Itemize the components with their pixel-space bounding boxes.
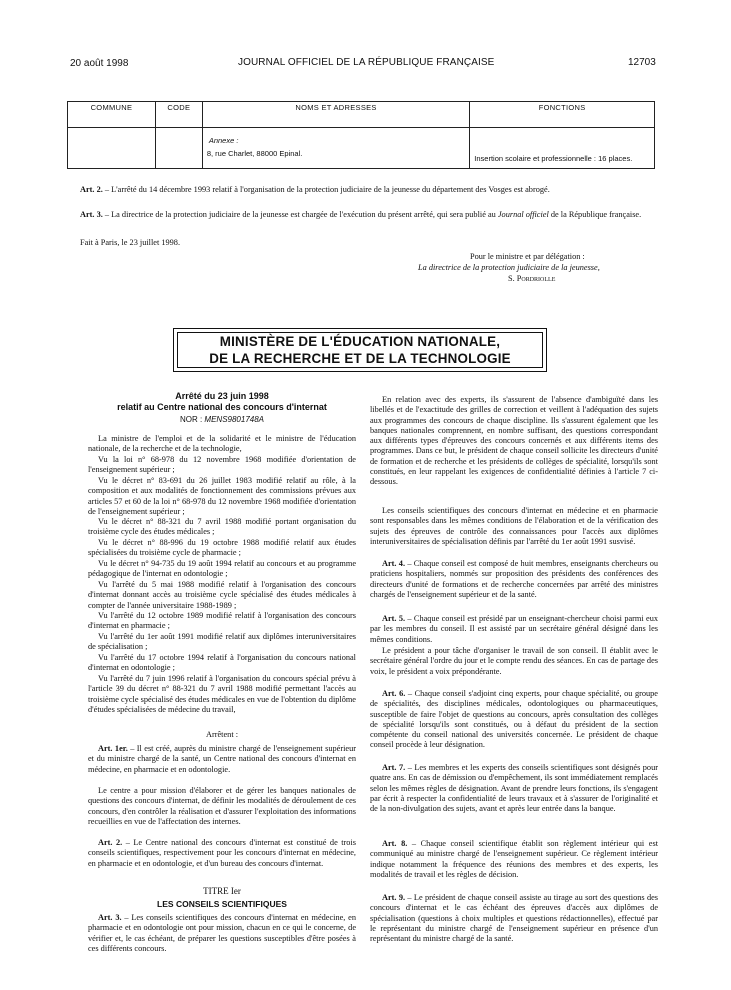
vu-6: Vu l'arrêté du 5 mai 1988 modifié relatif à l'organisation des concours d'internat donnant accès au troisième cycle spécialisé des études médicales à compter de l'année universitaire 1988-1989 ; — [88, 580, 356, 610]
column-header-commune: COMMUNE — [68, 102, 156, 128]
art-text: – La directrice de la protection judiciaire de la jeunesse est chargée de l'exécution du présent arrêté, qui sera publié au — [102, 210, 498, 219]
vu-2: Vu le décret n° 83-691 du 26 juillet 1983 modifié relatif au rôle, à la composition et aux modalités de fonctionnement des commissions prévues aux articles 57 et 60 de la loi n° 68-978 du 12 novembre 1968 modifiée d'orientation de l'enseignement supérieur ; — [88, 476, 356, 516]
art-label: Art. 2. — [80, 185, 103, 194]
ministry-heading — [177, 332, 543, 368]
art-text: de la République française. — [548, 210, 642, 219]
art-text: – Le Centre national des concours d'internat est constitué de trois conseils scientifiques, respectivement pour les concours d'internat en médecine, en pharmacie et en odontologie, et d'un bureau des concours d'internat. — [88, 838, 356, 868]
top-article-2 — [66, 185, 656, 195]
art-text: – Le président de chaque conseil assiste au tirage au sort des questions des concours d'internat et le cas échéant des épreuves d'accès aux diplômes de spécialisation (questions à choix multiples et questions rédactionnelles), effectué par le représentant du ministre chargé de l'enseignement supérieur en présence d'un représentant du ministre chargé de la santé. — [370, 893, 659, 944]
header-date: 20 août 1998 — [70, 58, 129, 69]
annex-address: 8, rue Charlet, 88000 Epinal. — [206, 149, 303, 158]
nor-code: MENS9801748A — [204, 415, 265, 424]
article-1-p2: Le centre a pour mission d'élaborer et de gérer les banques nationales de questions des concours d'internat, de définir les modalités de déroulement de ces concours, d'en contrôler la réalisation et d'assurer l'exploitation des informations recueillies en vue de l'affectation des internes. — [88, 786, 356, 826]
art-label: Art. 7. — [382, 763, 406, 772]
nor-label: NOR : — [179, 415, 205, 424]
art-text: – Chaque conseil scientifique établit son règlement intérieur qui est communiqué au ministre chargé de l'enseignement supérieur. Ce règlement intérieur indique notamment la fréquence des réunions des membres et des experts, les modalités de travail et les règles de décision. — [370, 839, 659, 879]
header-title: JOURNAL OFFICIEL DE LA RÉPUBLIQUE FRANÇAISE — [238, 57, 495, 68]
decree-subtitle: relatif au Centre national des concours d'internat — [117, 402, 327, 412]
article-8 — [370, 839, 658, 880]
art-text: – Chaque conseil est présidé par un enseignant-chercheur choisi parmi eux par les membres du conseil. Il est assisté par un secrétaire général désigné dans les mêmes conditions. — [370, 614, 658, 644]
article-9 — [370, 893, 658, 944]
art-text-italic: Journal officiel — [497, 210, 549, 219]
right-para-2: Les conseils scientifiques des concours d'internat en médecine et en pharmacie sont responsables dans les mêmes conditions de l'élaboration et de la vérification des sujets des épreuves de contrôle des connaissances pour l'accès aux diplômes interuniversitaires de spécialisation définis par l'arrêté du 1er août 1991 susvisé. — [370, 506, 658, 546]
titre-heading: TITRE Ier — [203, 886, 241, 896]
top-article-3 — [66, 210, 656, 220]
art-label: Art. 4. — [382, 559, 406, 568]
signature-line-2: La directrice de la protection judiciaire de la jeunesse, — [418, 263, 600, 272]
art-text: – Chaque conseil s'adjoint cinq experts, pour chaque spécialité, ou groupe de spécialités, des disciplines médicales, odontologiques ou pharmaceutiques, susceptible de faire l'objet de questions au concours, après consultation des collèges de spécialité lorsqu'ils sont constitués, ou à défaut du président de la section compétente du conseil national des universités concernée. Le président de chaque conseil procède à leur désignation. — [370, 689, 658, 750]
vu-10: Vu l'arrêté du 7 juin 1996 relatif à l'organisation du concours spécial prévu à l'article 39 du décret n° 88-321 du 7 avril 1988 modifié permettant l'accès au troisième cycle spécialisé des études médicales en vue de l'obtention du diplôme d'études spécialisées de médecine du travail, — [88, 674, 356, 714]
decree-title: Arrêté du 23 juin 1998 — [175, 391, 269, 401]
article-5 — [370, 614, 658, 645]
art-text: – Les conseils scientifiques des concours d'internat en médecine, en pharmacie et en odontologie ont pour mission, chacun en ce qui le concerne, de vérifier et, le cas échéant, de préparer les questions susceptibles d'être posées à ces différents concours. — [88, 913, 356, 953]
signature-name: S. Pordriolle — [508, 274, 556, 283]
column-header-fonctions: FONCTIONS — [470, 102, 655, 128]
article-3 — [88, 913, 356, 954]
table-row — [68, 128, 655, 169]
ministry-line-1: MINISTÈRE DE L'ÉDUCATION NATIONALE, — [219, 334, 501, 349]
decree-nor — [88, 415, 356, 424]
vu-5: Vu le décret n° 94-735 du 19 août 1994 relatif au concours et au programme pédagogique de l'internat en odontologie ; — [88, 559, 356, 579]
article-6 — [370, 689, 658, 751]
vu-8: Vu l'arrêté du 1er août 1991 modifié relatif aux diplômes interuniversitaires de spécialisation ; — [88, 632, 356, 652]
right-para-1: En relation avec des experts, ils s'assurent de l'absence d'ambiguïté dans les libellés et de l'exactitude des grilles de correction et veillent à l'adéquation des sujets aux programmes des concours de chaque discipline. Ils s'assurent également que les banques nationales comprennent, en nombre suffisant, des questions correspondant aux différents types d'épreuves des concours concernés et aux différents items des programmes. Dans ce but, le président de chaque conseil sollicite les directeurs d'unité de formation et de recherche et les présidents de collèges de spécialité, lorsqu'ils sont constitués, en leur rappelant les exigences de confidentialité définies à l'article 7 ci-dessous. — [370, 395, 658, 487]
cell-fonction — [470, 128, 655, 169]
fonction-text: Insertion scolaire et professionnelle : 16 places. — [474, 154, 633, 163]
cell-noms — [202, 128, 469, 169]
article-7 — [370, 763, 658, 814]
ministry-heading-box — [173, 328, 547, 372]
signature-line-1: Pour le ministre et par délégation : — [470, 252, 585, 261]
art-label: Art. 3. — [98, 913, 122, 922]
vu-3: Vu le décret n° 88-321 du 7 avril 1988 modifié portant organisation du troisième cycle des études médicales ; — [88, 517, 356, 537]
art-text: – Il est créé, auprès du ministre chargé de l'enseignement supérieur et du ministre chargé de la santé, un Centre national des concours d'internat en médecine, en pharmacie et en odontologie. — [88, 744, 356, 774]
table-header-row — [68, 102, 655, 128]
fait-a-paris: Fait à Paris, le 23 juillet 1998. — [80, 238, 181, 247]
art-label: Art. 8. — [382, 839, 408, 848]
annex-label: Annexe : — [208, 136, 239, 145]
article-1 — [88, 744, 356, 775]
cell-code — [155, 128, 202, 169]
article-4 — [370, 559, 658, 600]
annex-table — [67, 101, 655, 169]
decree-intro: La ministre de l'emploi et de la solidarité et le ministre de l'éducation nationale, de la recherche et de la technologie, — [88, 434, 356, 454]
article-2 — [88, 838, 356, 869]
art-label: Art. 6. — [382, 689, 406, 698]
arretent: Arrêtent : — [205, 730, 239, 739]
column-header-code: CODE — [155, 102, 202, 128]
cell-commune — [68, 128, 156, 169]
art-text: – Les membres et les experts des conseils scientifiques sont désignés pour quatre ans. En cas de démission ou d'empêchement, ils sont immédiatement remplacés selon les mêmes règles de désignation. Avant de prendre leurs fonctions, ils s'engagent par écrit à respecter la confidentialité de leurs travaux et à s'assurer de l'originalité et de la non-divulgation des sujets, avant et après leur entrée dans la banque. — [370, 763, 658, 814]
art-label: Art. 3. — [80, 210, 103, 219]
art-text: – L'arrêté du 14 décembre 1993 relatif à l'organisation de la protection judiciaire de la jeunesse du département des Vosges est abrogé. — [102, 185, 550, 194]
vu-4: Vu le décret n° 88-996 du 19 octobre 1988 modifié relatif aux études spécialisées du troisième cycle de pharmacie ; — [88, 538, 356, 558]
art-label: Art. 9. — [382, 893, 406, 902]
art-label: Art. 2. — [98, 838, 123, 847]
titre-subheading: LES CONSEILS SCIENTIFIQUES — [157, 899, 287, 909]
header-page-number: 12703 — [628, 57, 656, 68]
ministry-line-2: DE LA RECHERCHE ET DE LA TECHNOLOGIE — [209, 351, 511, 366]
vu-1: Vu la loi n° 68-978 du 12 novembre 1968 modifiée d'orientation de l'enseignement supérieur ; — [88, 455, 356, 475]
vu-7: Vu l'arrêté du 12 octobre 1989 modifié relatif à l'organisation des concours d'internat en pharmacie ; — [88, 611, 356, 631]
article-5-p2: Le président a pour tâche d'organiser le travail de son conseil. Il établit avec le secrétaire général l'ordre du jour et le compte rendu des séances. En cas de partage des voix, le président a voix prépondérante. — [370, 646, 658, 676]
column-header-noms: NOMS ET ADRESSES — [202, 102, 469, 128]
art-label: Art. 5. — [382, 614, 406, 623]
vu-9: Vu l'arrêté du 17 octobre 1994 relatif à l'organisation du concours national d'internat en odontologie ; — [88, 653, 356, 673]
art-text: – Chaque conseil est composé de huit membres, enseignants chercheurs ou praticiens hospitaliers, nommés sur proposition des présidents des conférences des directeurs d'unité de formations et de recherche concernées par arrêté des ministres chargés de l'enseignement supérieur et de la santé. — [370, 559, 659, 599]
art-label: Art. 1er. — [98, 744, 128, 753]
